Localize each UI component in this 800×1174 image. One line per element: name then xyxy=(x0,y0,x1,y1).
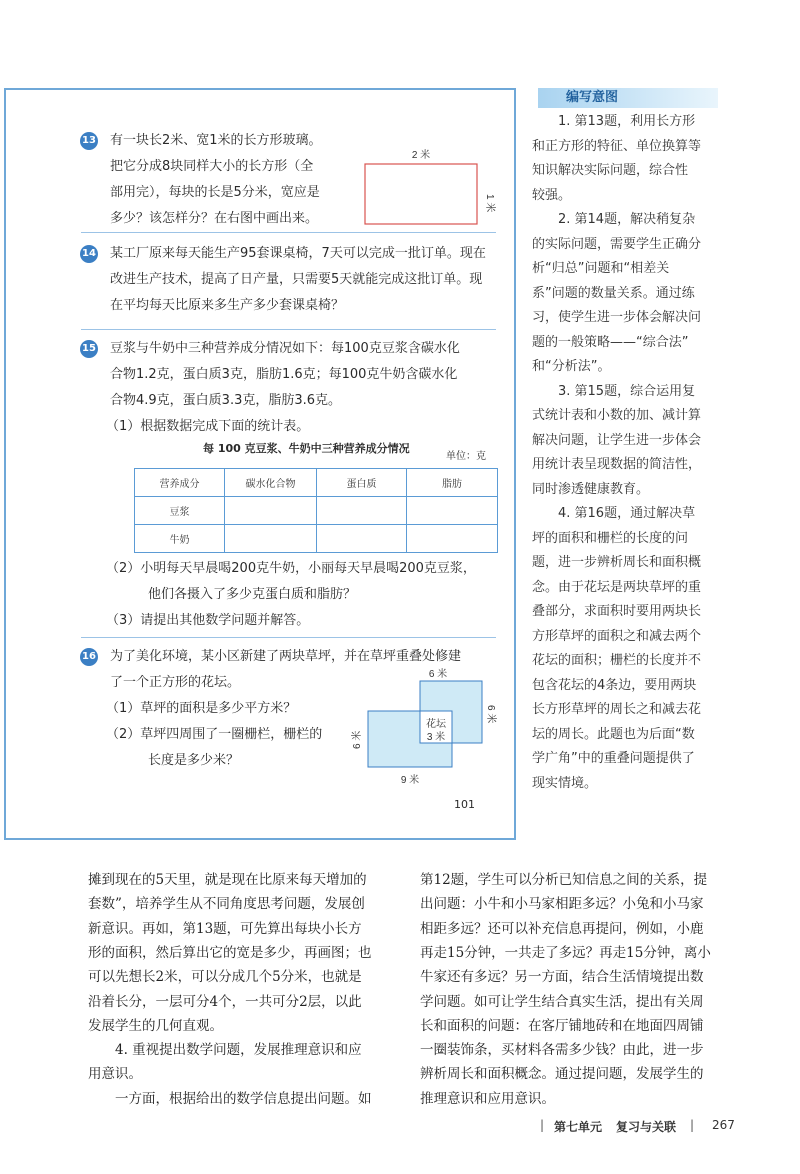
book-page-number: 101 xyxy=(454,798,475,811)
table-header-cell: 脂肪 xyxy=(407,469,498,497)
commentary-line: 新意识。再如，第13题，可先算出每块小长方 xyxy=(88,920,362,937)
sidebar-line: 包含花坛的4条边，要用两块 xyxy=(532,677,697,693)
sidebar-line: 的实际问题，需要学生正确分 xyxy=(532,236,702,252)
flower-bed-label: 花坛 xyxy=(426,719,446,730)
commentary-line: 摊到现在的5天里，就是现在比原来每天增加的 xyxy=(88,872,367,888)
q15-sub3: （3）请提出其他数学问题并解答。 xyxy=(106,613,310,628)
commentary-line: 形的面积，然后算出它的宽是多少，再画图；也 xyxy=(88,944,372,961)
q16-line: 了一个正方形的花坛。 xyxy=(110,675,241,690)
footer-page-number: 267 xyxy=(712,1118,735,1132)
question-13-badge: 13 xyxy=(80,132,98,150)
sidebar-line: 1. 第13题，利用长方形 xyxy=(532,114,696,129)
table-cell xyxy=(225,497,317,525)
q13-figure-top-label: 2 米 xyxy=(411,150,431,161)
table-header-row xyxy=(135,469,498,497)
q16-sub2-line: （2）草坪四周围了一圈栅栏，栅栏的 xyxy=(106,727,323,742)
q15-sub2-line: 他们各摄入了多少克蛋白质和脂肪？ xyxy=(148,587,357,602)
sidebar-line: 较强。 xyxy=(532,187,572,203)
commentary-line: 发展学生的几何直观。 xyxy=(88,1017,223,1034)
q16-lawn-figure xyxy=(346,665,506,795)
question-16-badge: 16 xyxy=(80,648,98,666)
table-unit: 单位：克 xyxy=(446,451,486,462)
commentary-line: 一方面，根据给出的数学信息提出问题。如 xyxy=(88,1090,372,1107)
commentary-line: 套数”，培养学生从不同角度思考问题，发展创 xyxy=(88,896,365,913)
sidebar-line: 4. 第16题，通过解决草 xyxy=(532,506,696,521)
footer-section: 复习与关联 xyxy=(616,1120,677,1134)
commentary-line: 4. 重视提出数学问题，发展推理意识和应 xyxy=(88,1042,362,1059)
q13-line: 把它分成8块同样大小的长方形（全 xyxy=(110,159,314,174)
q13-line: 有一块长2米、宽1米的长方形玻璃。 xyxy=(110,133,322,148)
question-14-badge: 14 xyxy=(80,245,98,263)
table-row xyxy=(135,497,498,525)
page-footer xyxy=(0,1118,800,1138)
lawn-left-side-label: 6 米 xyxy=(352,730,363,749)
nutrition-table xyxy=(134,468,498,553)
footer-divider: | xyxy=(690,1118,695,1132)
commentary-line: 用意识。 xyxy=(88,1066,142,1083)
separator xyxy=(81,329,496,330)
footer-unit: 第七单元 xyxy=(554,1120,603,1134)
commentary-line: 沿着长分，一层可分4个，一共可分2层，以此 xyxy=(88,993,362,1010)
sidebar-line: 花坛的面积；栅栏的长度并不 xyxy=(532,653,702,668)
sidebar-line: 坛的周长。此题也为后面“数 xyxy=(532,726,695,742)
q13-glass-rectangle xyxy=(365,164,477,224)
table-row xyxy=(135,525,498,553)
commentary-line: 相距多远？还可以补充信息再提问，例如，小鹿 xyxy=(420,920,704,937)
lawn-bottom-label: 9 米 xyxy=(400,775,420,786)
q13-line: 多少？该怎样分？在右图中画出来。 xyxy=(110,211,319,226)
table-header-cell: 营养成分 xyxy=(135,469,225,497)
sidebar-line: 知识解决实际问题，综合性 xyxy=(532,163,689,178)
textbook-page-panel xyxy=(4,88,516,840)
sidebar-line: 式统计表和小数的加、减计算 xyxy=(532,408,702,423)
table-row-label: 牛奶 xyxy=(135,525,225,553)
q16-sub1: （1）草坪的面积是多少平方米？ xyxy=(106,701,297,716)
sidebar-line: 解决问题，让学生进一步体会 xyxy=(532,432,702,448)
sidebar-line: 题的一般策略——“综合法” xyxy=(532,334,689,350)
table-cell xyxy=(407,497,498,525)
q16-sub2-line: 长度是多少米？ xyxy=(148,753,240,768)
commentary-line: 推理意识和应用意识。 xyxy=(420,1090,555,1107)
sidebar-line: 现实情境。 xyxy=(532,775,598,791)
q15-sub1: （1）根据数据完成下面的统计表。 xyxy=(106,419,310,434)
sidebar-line: 3. 第15题，综合运用复 xyxy=(532,383,696,399)
sidebar-line: 析“归总”问题和“相差关 xyxy=(532,261,670,276)
sidebar-line: 和“分析法”。 xyxy=(532,359,611,374)
sidebar-line: 坪的面积和栅栏的长度的问 xyxy=(532,530,689,546)
lawn-right-side-label: 6 米 xyxy=(485,705,496,724)
q13-glass-figure xyxy=(351,142,501,232)
sidebar-line: 学广角”中的重叠问题提供了 xyxy=(532,751,695,766)
sidebar-line: 2. 第14题，解决稍复杂 xyxy=(532,212,696,227)
sidebar-line: 长方形草坪的周长之和减去花 xyxy=(532,702,702,717)
flower-bed-side-label: 3 米 xyxy=(426,732,446,743)
sidebar-line: 和正方形的特征、单位换算等 xyxy=(532,138,702,154)
q14-line: 在平均每天比原来多生产多少套课桌椅？ xyxy=(110,298,345,313)
q16-line: 为了美化环境，某小区新建了两块草坪，并在草坪重叠处修建 xyxy=(110,649,462,664)
table-header-cell: 蛋白质 xyxy=(317,469,407,497)
sidebar-line: 同时渗透健康教育。 xyxy=(532,481,650,497)
table-cell xyxy=(407,525,498,553)
q15-line: 合物4.9克，蛋白质3.3克，脂肪3.6克。 xyxy=(110,393,342,408)
commentary-line: 一圈装饰条，买材料各需多少钱？由此，进一步 xyxy=(420,1042,704,1059)
separator xyxy=(81,232,496,233)
lawn-top-label: 6 米 xyxy=(428,669,448,680)
separator xyxy=(81,637,496,638)
sidebar-line: 习，使学生进一步体会解决问 xyxy=(532,310,702,325)
q13-line: 部用完），每块的长是5分米，宽应是 xyxy=(110,185,320,200)
sidebar-title: 编写意图 xyxy=(538,88,718,108)
sidebar-line: 用统计表呈现数据的简洁性， xyxy=(532,457,702,472)
table-cell xyxy=(225,525,317,553)
commentary-line: 第12题，学生可以分析已知信息之间的关系，提 xyxy=(420,872,708,888)
sidebar-line: 念。由于花坛是两块草坪的重 xyxy=(532,579,702,595)
q13-figure-side-label: 1 米 xyxy=(484,194,495,213)
commentary-line: 再走15分钟，一共走了多远？再走15分钟，离小 xyxy=(420,944,711,961)
footer-divider: | xyxy=(540,1118,545,1132)
table-cell xyxy=(317,525,407,553)
sidebar-line: 方形草坪的面积之和减去两个 xyxy=(532,628,702,644)
q15-line: 合物1.2克，蛋白质3克，脂肪1.6克；每100克牛奶含碳水化 xyxy=(110,367,458,382)
commentary-line: 辨析周长和面积概念。通过提问题，发展学生的 xyxy=(420,1066,704,1083)
question-15-badge: 15 xyxy=(80,340,98,358)
q15-sub2-line: （2）小明每天早晨喝200克牛奶，小丽每天早晨喝200克豆浆， xyxy=(106,561,476,576)
q15-line: 豆浆与牛奶中三种营养成分情况如下：每100克豆浆含碳水化 xyxy=(110,341,460,356)
sidebar-line: 题，进一步辨析周长和面积概 xyxy=(532,555,702,570)
q14-line: 某工厂原来每天能生产95套课桌椅，7天可以完成一批订单。现在 xyxy=(110,246,486,261)
commentary-line: 长和面积的问题：在客厅铺地砖和在地面四周铺 xyxy=(420,1017,704,1034)
commentary-line: 牛家还有多远？另一方面，结合生活情境提出数 xyxy=(420,969,704,986)
table-cell xyxy=(317,497,407,525)
sidebar-line: 系”问题的数量关系。通过练 xyxy=(532,285,695,301)
commentary-line: 出问题：小牛和小马家相距多远？小兔和小马家 xyxy=(420,896,704,913)
table-header-cell: 碳水化合物 xyxy=(225,469,317,497)
commentary-line: 学问题。如可让学生结合真实生活，提出有关周 xyxy=(420,993,704,1010)
q14-line: 改进生产技术，提高了日产量，只需要5天就能完成这批订单。现 xyxy=(110,272,483,287)
commentary-line: 可以先想长2米，可以分成几个5分米，也就是 xyxy=(88,969,362,986)
sidebar-line: 叠部分，求面积时要用两块长 xyxy=(532,604,702,619)
table-row-label: 豆浆 xyxy=(135,497,225,525)
table-title: 每 100 克豆浆、牛奶中三种营养成分情况 xyxy=(203,442,410,455)
